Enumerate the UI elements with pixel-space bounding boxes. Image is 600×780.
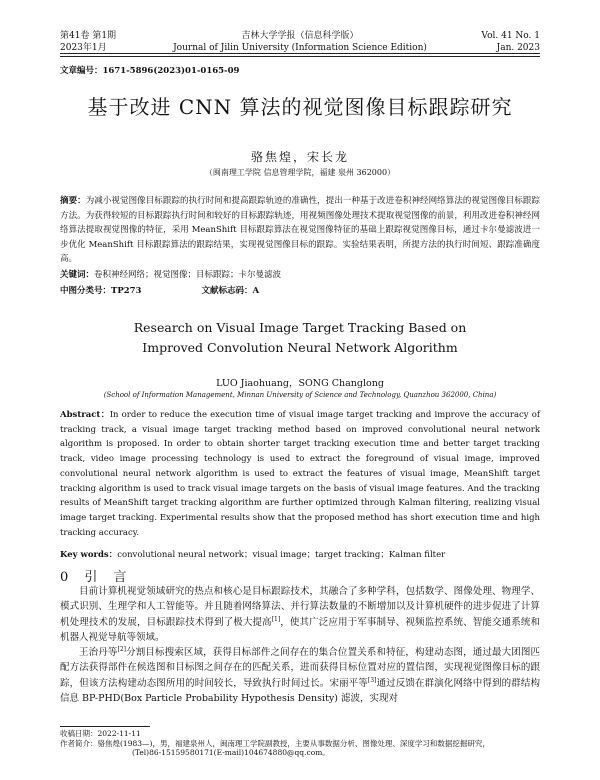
document-code: 文献标志码：A [201,286,260,296]
footnote [60,729,540,758]
header-center [60,30,540,54]
header-right [481,30,540,54]
keywords-en-label: Key words： [60,550,118,560]
authors-cn: 骆焦煌，宋长龙 [250,150,349,164]
body-text [60,584,540,706]
keywords-en-text: convolutional neural network；visual image；target tracking；Kalman filter [117,550,446,560]
class-number: 中图分类号：TP273 [60,286,142,296]
article-number: 文章编号：1671-5896(2023)01-0165-09 [60,66,240,76]
keywords-cn-label: 关键词： [60,270,95,280]
citation-2: [2] [117,646,127,654]
journal-name-cn: 吉林大学学报（信息科学版） [241,31,359,41]
footnote-bio: 作者简介：骆焦煌(1983—)，男，福建泉州人，闽南理工学院副教授，主要从事数据分析、图像处理、深度学习和数据挖掘研究， [60,738,490,748]
body-p1-tail: ，使其广泛应用于军事制导、视频监控系统、智能交通系统和机器人视觉导航等领域。 [60,616,540,643]
title-en-line2: Improved Convolution Neural Network Algorithm [142,340,458,355]
header-rule [60,53,540,54]
affiliation-en: (School of Information Management, Minnan University of Science and Technology, Quanzhou 362000, China) [103,391,497,399]
paper-title-en [60,318,540,358]
volume-issue-cn: 第41卷 第1期 [60,31,117,41]
citation-1: [1] [271,615,281,623]
journal-name-en: Journal of Jilin University (Information Science Edition) [173,43,427,53]
footnote-rule [60,726,150,727]
header-rule-thin [60,56,540,57]
date-cn: 2023年1月 [60,43,107,53]
abstract-en [60,408,540,540]
title-en-line1: Research on Visual Image Target Tracking Based on [133,320,467,335]
classification-cn [60,284,540,296]
paper-title-cn: 基于改进 CNN 算法的视觉图像目标跟踪研究 [87,95,513,119]
authors-en: LUO Jiaohuang，SONG Changlong [216,378,384,389]
body-paragraph-1 [60,584,540,645]
body-p2-a: 王治丹等 [79,647,118,659]
body-p2-b: 分割目标搜索区域，获得目标部件之间存在的集合位置关系和特征，构建动态图，通过最大团图匹配方法获得部件在候选图和目标图之间存在的匹配关系，进而获得目标位置对应的置信图，实现视觉图像目标的跟踪，但该方法构建动态图所用的时间较长，导致执行时间过长。宋丽平等 [60,647,540,689]
keywords-cn-text: 卷积神经网络；视觉图像；目标跟踪；卡尔曼滤波 [94,270,282,280]
section-heading-introduction: 0 引 言 [60,570,133,585]
abstract-en-label: Abstract： [60,410,110,420]
body-p1-text: 目前计算机视觉领域研究的热点和核心是目标跟踪技术，其融合了多种学科，包括数学、图像处理、物理学、模式识别、生理学和人工智能等。并且随着网络算法、并行算法数量的不断增加以及计算机硬件的进步促进了计算机处理技术的发展，目标跟踪技术得到了极大提高 [60,586,540,628]
body-p2-c: 通过反馈在群演化网络中得到的群结构信息 BP-PHD(Box Particle Probability Hypothesis Density) 滤波，实现对 [60,677,540,705]
abstract-cn [60,194,540,267]
running-header [60,30,540,54]
keywords-cn [60,268,540,280]
footnote-received: 收稿日期：2022-11-11 [60,729,141,738]
affiliation-cn: （闽南理工学院 信息管理学院，福建 泉州 362000） [204,168,396,177]
volume-issue-en: Vol. 41 No. 1 [481,31,540,41]
date-en: Jan. 2023 [496,43,540,53]
body-paragraph-2 [60,645,540,706]
abstract-cn-label: 摘要： [60,196,86,206]
keywords-en [60,548,540,560]
abstract-cn-text: 为减小视觉图像目标跟踪的执行时间和提高跟踪轨迹的准确性，提出一种基于改进卷积神经网络算法的视觉图像目标跟踪方法。为获得较短的目标跟踪执行时间和较好的目标跟踪轨迹，用视频图像处理技术提取视觉图像的前景，利用改进卷积神经网络算法提取视觉图像的特征，采用 MeanShift 目标跟踪算法在视觉图像特征的基础上跟踪视觉图像目标，通过卡尔曼滤波进一步优化 MeanShift 目标跟踪算法的跟踪结果，实现视觉图像目标的跟踪。实验结果表明，所提方法的执行时间短、跟踪准确度高。 [60,196,540,265]
footnote-contact: (Tel)86-15159580171(E-mail)104674880@qq.com。 [132,748,330,757]
abstract-en-text: In order to reduce the execution time of visual image target tracking and improve the accuracy of tracking track, a visual image target tracking method based on improved convolutional neural network algorithm is proposed. In order to obtain shorter target tracking execution time and better target tracking track, video image processing technology is used to extract the foreground of visual image, improved convolutional neural network algorithm is used to extract the features of visual image, MeanShift target tracking algorithm is used to track visual image targets on the basis of visual image features. And the tracking results of MeanShift target tracking algorithm are further optimized through Kalman filtering, realizing visual image target tracking. Experimental results show that the proposed method has short execution time and high tracking accuracy. [60,410,540,538]
citation-3: [3] [367,676,377,684]
